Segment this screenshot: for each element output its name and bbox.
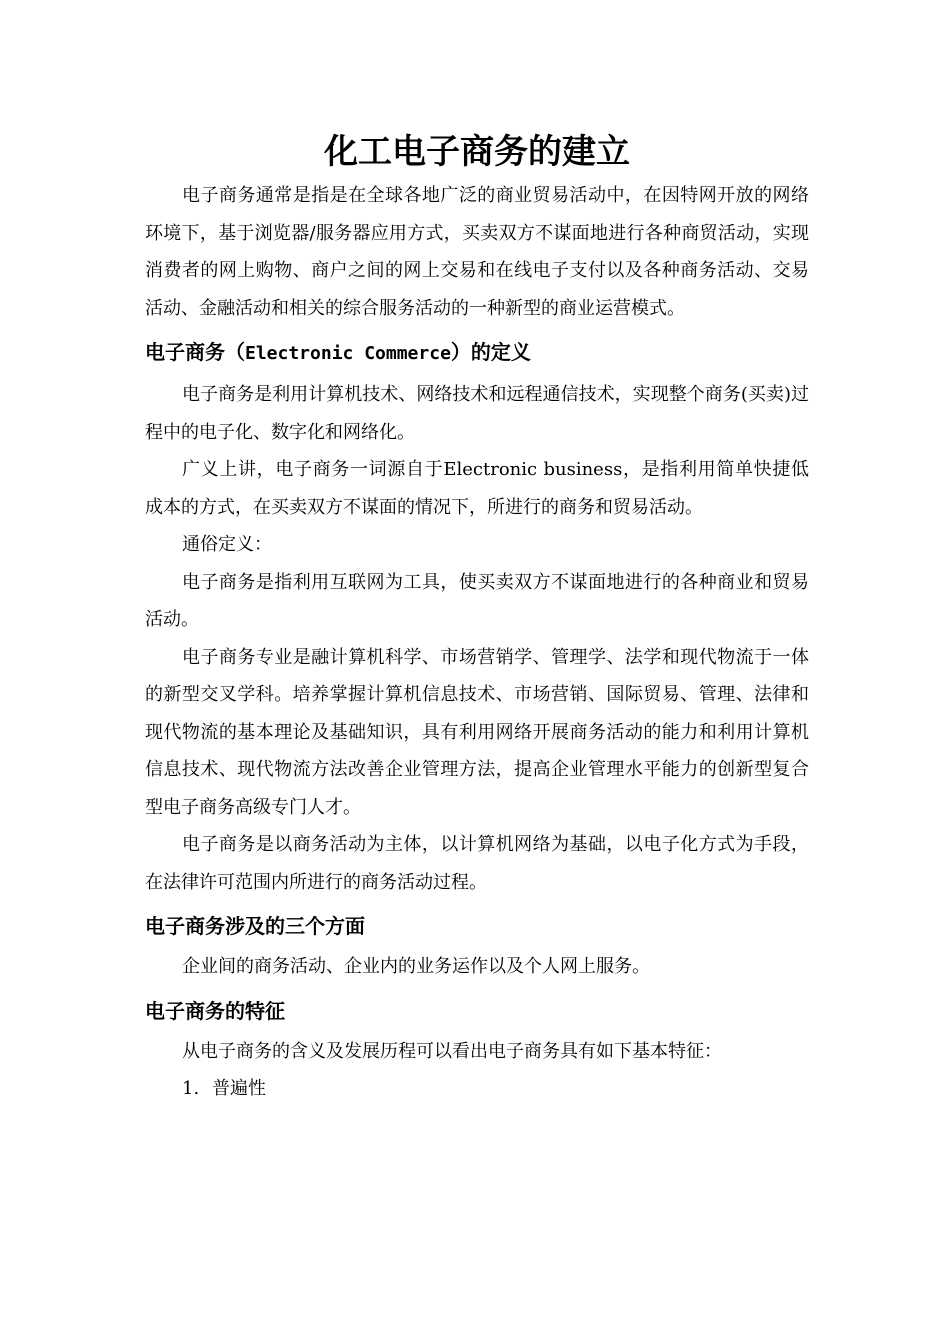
heading-text: ）的定义 xyxy=(450,340,531,364)
body-paragraph: 企业间的商务活动、企业内的业务运作以及个人网上服务。 xyxy=(182,956,650,977)
list-item-number: 1. xyxy=(182,1078,200,1099)
section-heading-three-aspects: 电子商务涉及的三个方面 xyxy=(145,914,365,938)
body-paragraph: 电子商务是指利用互联网为工具，使买卖双方不谋面地进行的各种商业和贸易活动。 xyxy=(145,571,809,630)
list-item-text: 普遍性 xyxy=(212,1078,266,1099)
heading-english-term: Electronic Commerce xyxy=(245,343,451,364)
section-heading-definition xyxy=(145,327,809,376)
heading-text: 电子商务（ xyxy=(145,340,245,364)
page-title: 化工电子商务的建立 xyxy=(324,132,630,172)
list-item xyxy=(145,1070,809,1108)
body-paragraph: 电子商务是利用计算机技术、网络技术和远程通信技术，实现整个商务(买卖)过程中的电子化、数字化和网络化。 xyxy=(145,384,809,443)
section-heading-features: 电子商务的特征 xyxy=(145,998,285,1023)
body-paragraph: 从电子商务的含义及发展历程可以看出电子商务具有如下基本特征： xyxy=(182,1040,722,1062)
body-paragraph: 电子商务专业是融计算机科学、市场营销学、管理学、法学和现代物流于一体的新型交叉学科。培养掌握计算机信息技术、市场营销、国际贸易、管理、法律和现代物流的基本理论及基础知识，具有利用网络开展商务活动的能力和利用计算机信息技术、现代物流方法改善企业管理方法，提高企业管理水平能力的创新型复合型电子商务高级专门人才。 xyxy=(145,646,809,818)
intro-paragraph: 电子商务通常是指是在全球各地广泛的商业贸易活动中，在因特网开放的网络环境下，基于浏览器/服务器应用方式，买卖双方不谋面地进行各种商贸活动，实现消费者的网上购物、商户之间的网上交易和在线电子支付以及各种商务活动、交易活动、金融活动和相关的综合服务活动的一种新型的商业运营模式。 xyxy=(145,185,809,319)
body-paragraph: 广义上讲，电子商务一词源自于Electronic business，是指利用简单快捷低成本的方式，在买卖双方不谋面的情况下，所进行的商务和贸易活动。 xyxy=(145,459,809,518)
body-paragraph: 电子商务是以商务活动为主体，以计算机网络为基础，以电子化方式为手段，在法律许可范围内所进行的商务活动过程。 xyxy=(145,834,809,893)
body-paragraph: 通俗定义： xyxy=(182,534,272,555)
